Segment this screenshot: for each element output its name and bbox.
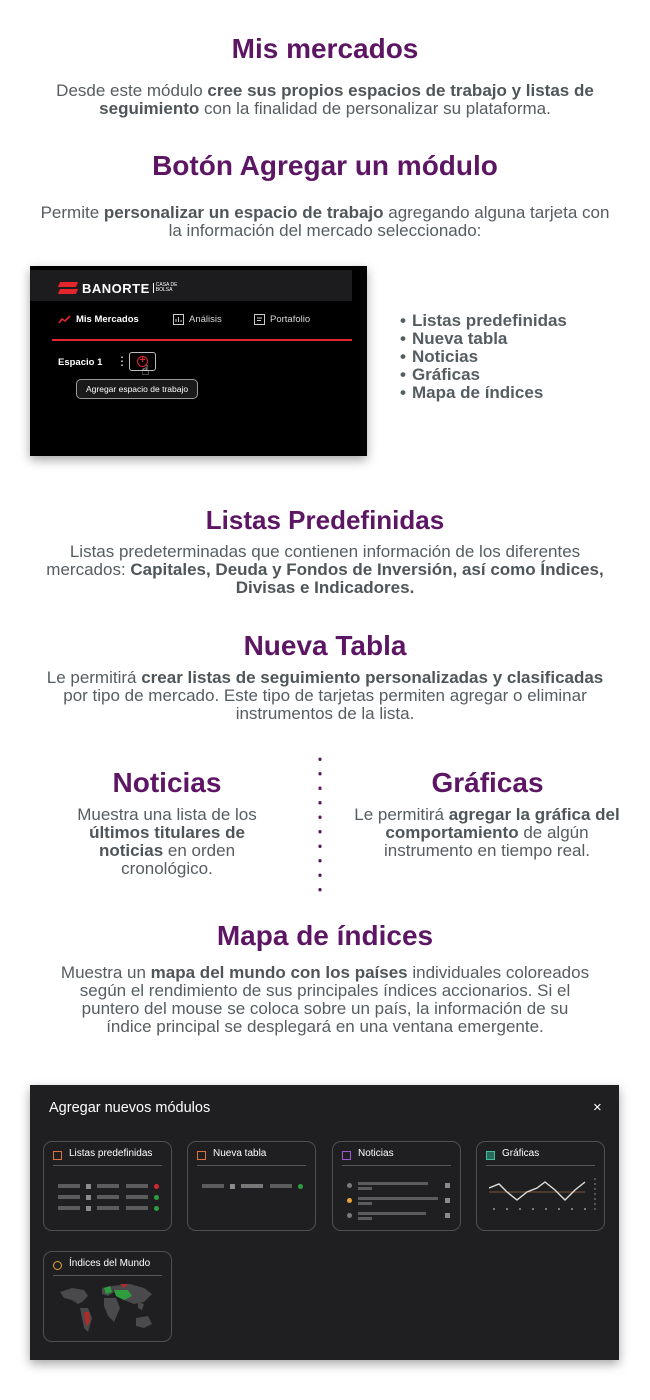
card-nueva-tabla[interactable]: Nueva tabla: [187, 1141, 316, 1231]
title-mapa-indices: Mapa de índices: [216, 920, 434, 951]
bar-chart-icon: [173, 314, 184, 325]
card-listas-predefinidas[interactable]: Listas predefinidas: [43, 1141, 172, 1231]
title-noticias: Noticias: [112, 767, 222, 798]
title-graficas: Gráficas: [431, 767, 544, 798]
bullet-graficas: • Gráficas: [400, 366, 567, 384]
card-noticias[interactable]: Noticias: [332, 1141, 461, 1231]
modal-title: Agregar nuevos módulos: [49, 1100, 211, 1116]
title-mis-mercados: Mis mercados: [231, 33, 419, 64]
card-indices-del-mundo[interactable]: Índices del Mundo: [43, 1251, 172, 1342]
card-separator: [197, 1165, 306, 1166]
plus-circle-icon: +: [137, 356, 148, 367]
title-nueva-tabla: Nueva Tabla: [243, 630, 407, 661]
screenshot-mis-mercados: [30, 266, 367, 456]
title-boton-agregar: Botón Agregar un módulo: [152, 150, 498, 181]
desc-mis-mercados: Desde este módulo cree sus propios espacios de trabajo y listas de seguimiento con la finalidad de personalizar su plataforma.: [56, 81, 594, 118]
list-icon: [53, 1151, 62, 1160]
globe-icon: [53, 1261, 62, 1270]
card-separator: [486, 1165, 595, 1166]
trend-line-icon: [58, 315, 71, 324]
card-graficas[interactable]: Gráficas: [476, 1141, 605, 1231]
kebab-menu-icon[interactable]: ⋮: [116, 354, 128, 368]
tab-mis-mercados[interactable]: Mis Mercados: [58, 314, 139, 325]
table-icon: [197, 1151, 206, 1160]
document-icon: [254, 314, 265, 325]
bullet-noticias: • Noticias: [400, 348, 567, 366]
desc-nueva-tabla: Le permitirá crear listas de seguimiento personalizadas y clasificadas por tipo de mercado. Este tipo de tarjetas permiten agregar o eliminar instrumentos de la lista.: [46, 668, 604, 723]
banorte-logo: BANORTE CASA DE BOLSA: [59, 280, 182, 296]
card-separator: [53, 1275, 162, 1276]
tooltip-agregar-espacio: Agregar espacio de trabajo: [76, 379, 198, 399]
module-bullet-list: [400, 312, 567, 402]
card-separator: [53, 1165, 162, 1166]
news-icon: [342, 1151, 351, 1160]
tab-underline: [52, 339, 352, 341]
bullet-mapa-indices: • Mapa de índices: [400, 384, 567, 402]
desc-listas-predefinidas: Listas predeterminadas que contienen información de los diferentes mercados: Capitales, Deuda y Fondos de Inversión, así como Índices, Divisas e Indicadores.: [46, 542, 604, 597]
banorte-logo-icon: [59, 281, 77, 295]
world-map-thumbnail: [58, 1282, 158, 1337]
app-header: [30, 270, 352, 301]
desc-boton-agregar: Permite personalizar un espacio de trabajo agregando alguna tarjeta con la información del mercado seleccionado:: [40, 203, 610, 240]
workspace-label[interactable]: Espacio 1: [58, 357, 103, 368]
hand-cursor-icon: ☝: [141, 362, 150, 378]
screenshot-agregar-modulos: [30, 1085, 619, 1360]
close-icon[interactable]: ×: [593, 1099, 602, 1116]
bullet-listas-predefinidas: • Listas predefinidas: [400, 312, 567, 330]
chart-icon: [486, 1151, 495, 1160]
desc-graficas: Le permitirá agregar la gráfica del comportamiento de algún instrumento en tiempo real.: [354, 805, 620, 860]
tab-portafolio[interactable]: Portafolio: [254, 314, 310, 325]
card-separator: [342, 1165, 451, 1166]
bullet-nueva-tabla: • Nueva tabla: [400, 330, 567, 348]
tab-analisis[interactable]: Análisis: [173, 314, 222, 325]
column-divider: [318, 752, 322, 892]
desc-noticias: Muestra una lista de los últimos titulares de noticias en orden cronológico.: [77, 805, 257, 878]
desc-mapa-indices: Muestra un mapa del mundo con los países individuales coloreados según el rendimiento de sus principales índices accionarios. Si el puntero del mouse se coloca sobre un país, la información de su índice principal se desplegará en una ventana emergente.: [60, 963, 590, 1036]
title-listas-predefinidas: Listas Predefinidas: [205, 505, 445, 535]
